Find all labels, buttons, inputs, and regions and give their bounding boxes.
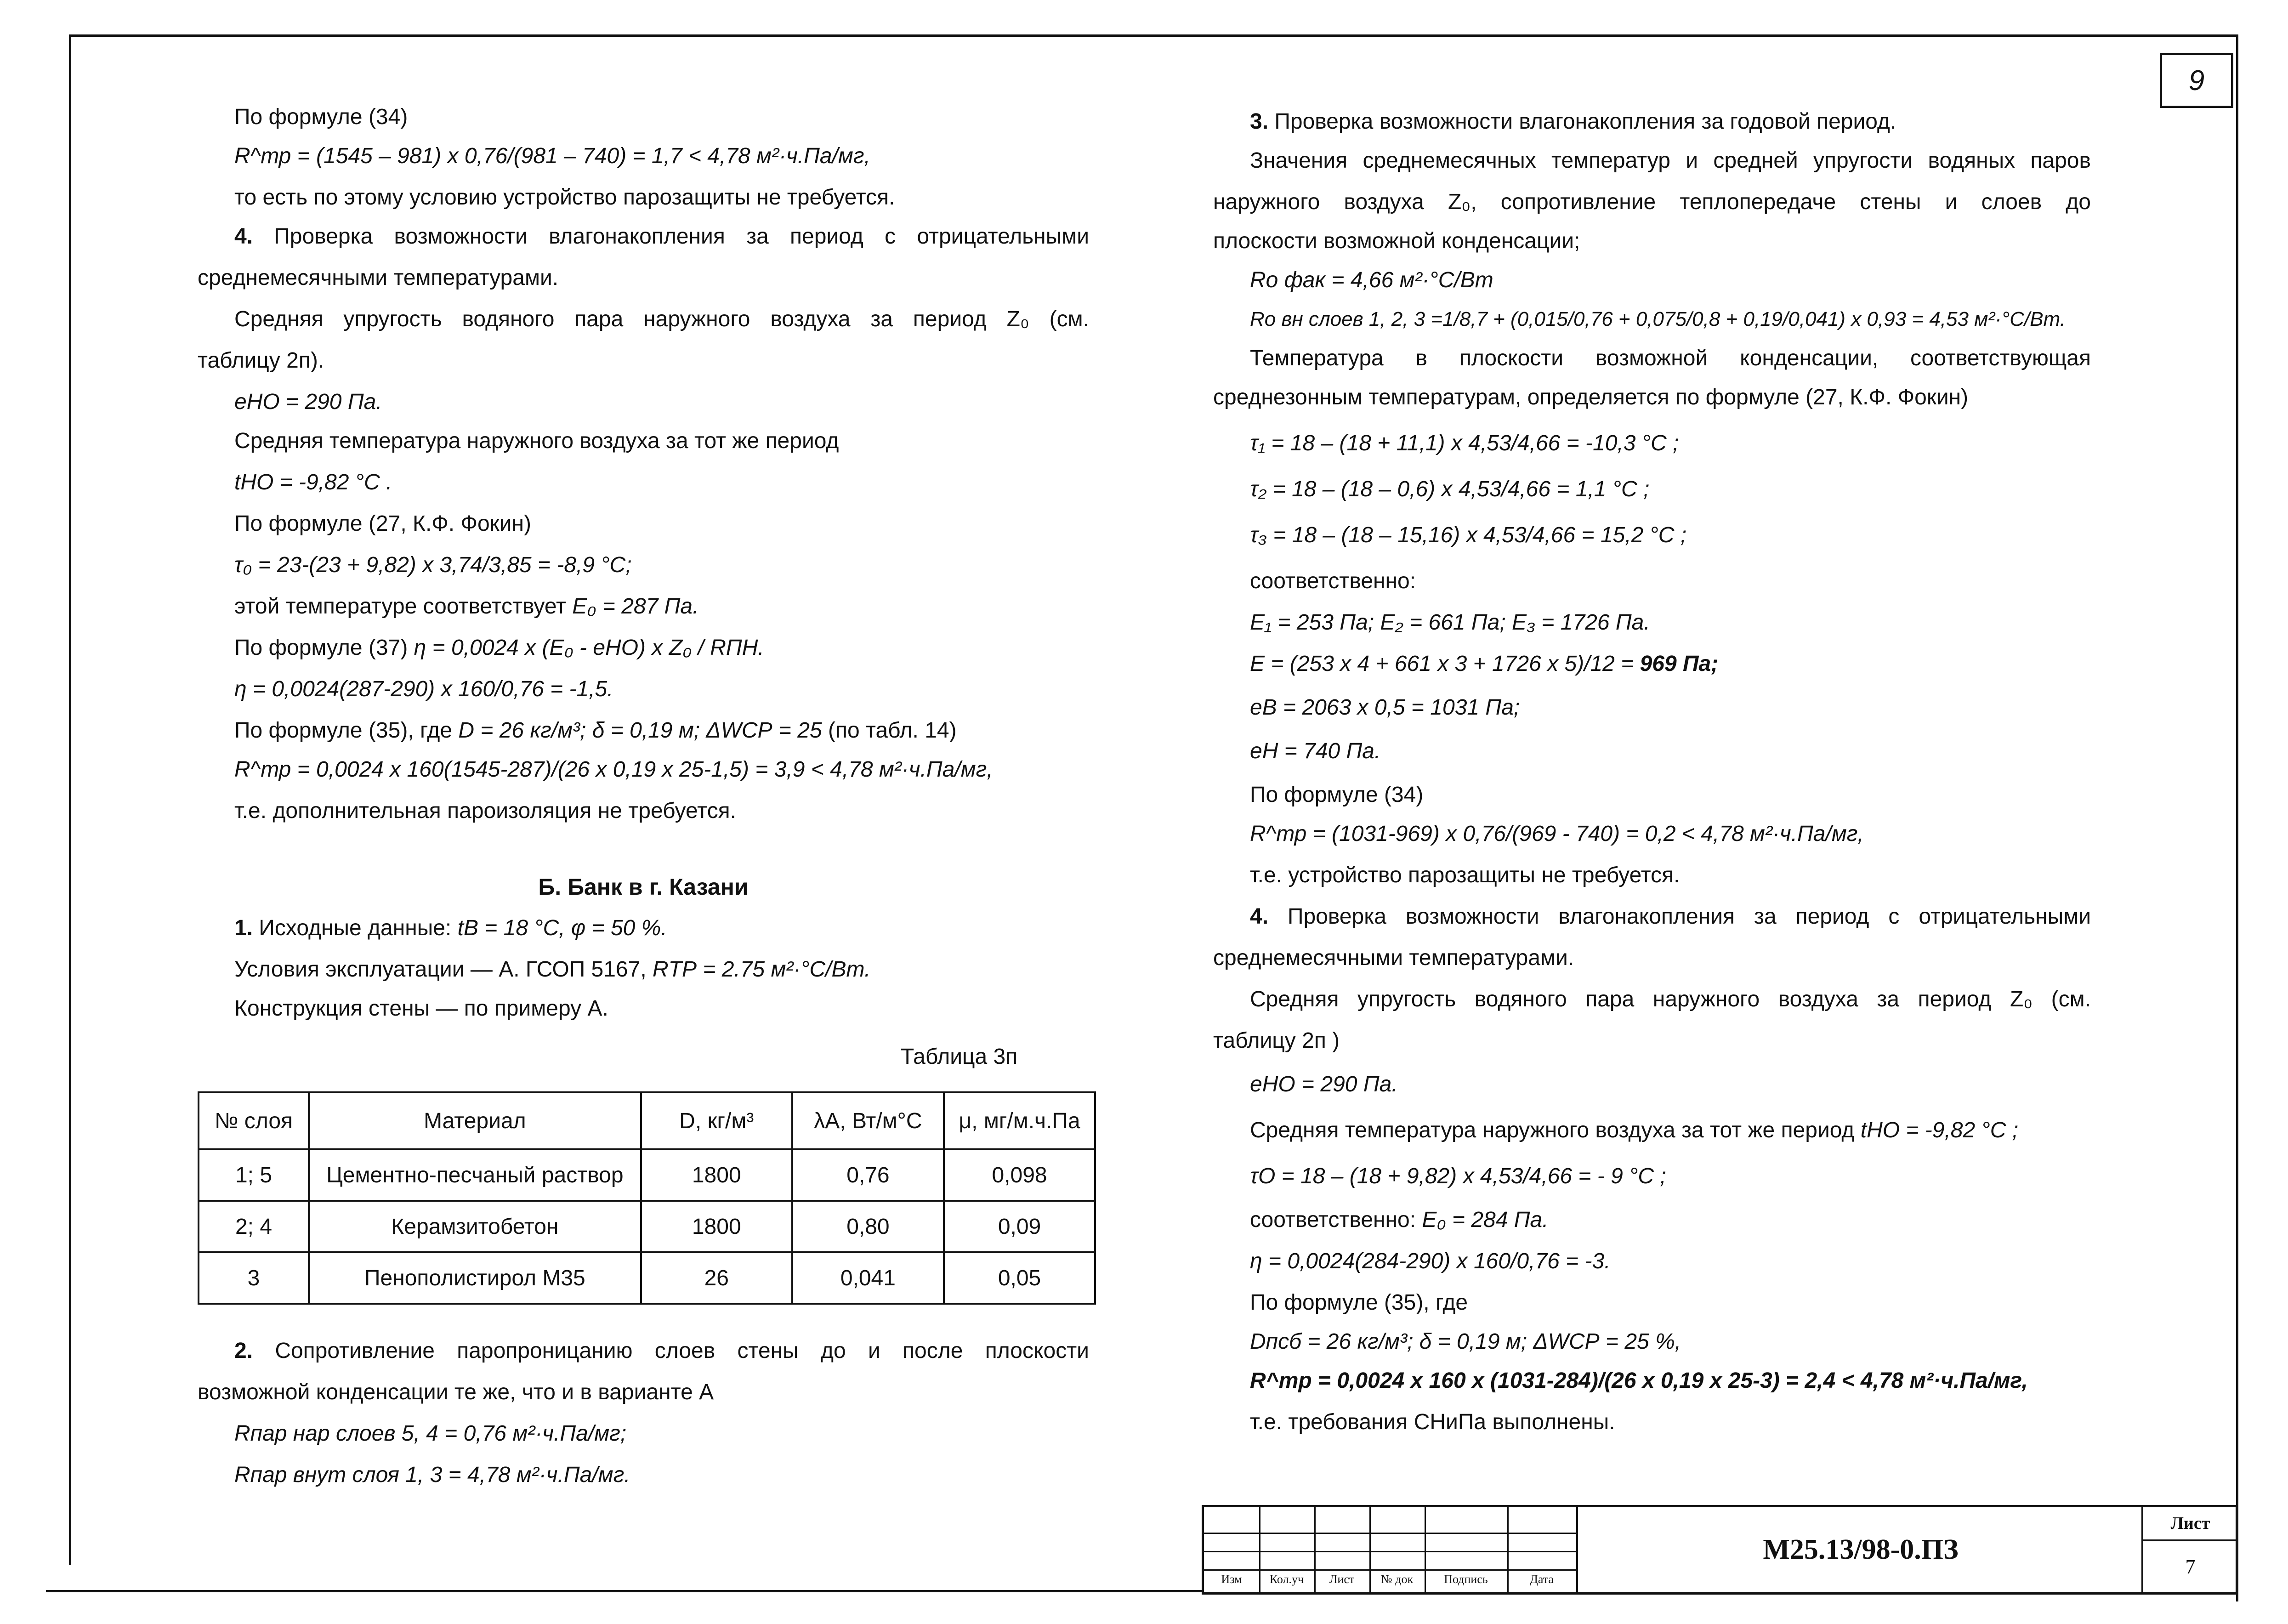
table-caption: Таблица 3п: [901, 1045, 1018, 1069]
stamp-column-label: № док: [1380, 1573, 1414, 1586]
table-cell: 0,09: [944, 1201, 1095, 1252]
stamp-column-label: Лист: [1329, 1573, 1355, 1586]
table-cell: 26: [641, 1252, 792, 1304]
text-line: [234, 956, 1089, 983]
formula-line: η = 0,0024(287-290) x 160/0,76 = -1,5.: [234, 677, 613, 701]
formula-span: RТР = 2.75 м²·°С/Вт.: [652, 957, 871, 982]
text-line: По формуле (34): [1250, 783, 1424, 807]
text-line: [234, 1337, 1089, 1365]
formula-line: eВ = 2063 x 0,5 = 1031 Па;: [1250, 695, 1520, 720]
revision-grid: [1204, 1507, 1576, 1592]
formula-span: tНО = -9,82 °С ;: [1860, 1118, 2019, 1142]
text-span: соответственно:: [1250, 1208, 1422, 1232]
formula-line: τ₀ = 23-(23 + 9,82) x 3,74/3,85 = -8,9 °С;: [234, 553, 632, 577]
text-line: среднезонным температурам, определяется по формуле (27, К.Ф. Фокин): [1213, 385, 1969, 409]
text-line: т.е. дополнительная пароизоляция не требуется.: [234, 799, 736, 823]
text-line: [1250, 903, 2091, 931]
frame-right-border: [2236, 34, 2238, 1601]
formula-line: R^тр = 0,0024 x 160 x (1031-284)/(26 x 0,19 x 25-3) = 2,4 < 4,78 м²·ч.Па/мг,: [1250, 1368, 2028, 1393]
formula-line: Rо фак = 4,66 м²·°С/Вт: [1250, 268, 1493, 292]
formula-span: E₀ = 287 Па.: [572, 594, 699, 619]
text-line: т.е. требования СНиПа выполнены.: [1250, 1410, 1615, 1434]
text-line: [234, 593, 1089, 620]
formula-line: R^тр = (1031-969) x 0,76/(969 - 740) = 0,2 < 4,78 м²·ч.Па/мг,: [1250, 822, 1864, 846]
stamp-column-label: Кол.уч: [1269, 1573, 1304, 1586]
text-span: Проверка возможности влагонакопления за период с отрицательными: [1268, 904, 2091, 929]
table-row: [199, 1201, 1095, 1252]
stamp-column-label: Дата: [1530, 1573, 1554, 1586]
section-title: Б. Банк в г. Казани: [538, 874, 749, 900]
table-header-cell: Материал: [309, 1092, 641, 1149]
document-code: М25.13/98-0.ПЗ: [1576, 1507, 2143, 1592]
formula-span: D = 26 кг/м³; δ = 0,19 м; ΔWСР = 25: [458, 718, 822, 743]
text-line: Средняя упругость водяного пара наружного воздуха за период Z₀ (см.: [1250, 987, 2091, 1011]
formula-span: η = 0,0024 x (E₀ - eНО) x Z₀ / RПН.: [414, 636, 764, 660]
text-span: Исходные данные:: [253, 916, 458, 940]
formula-span: 969 Па;: [1640, 652, 1719, 676]
table-cell: 0,80: [792, 1201, 944, 1252]
text-line: таблицу 2п ): [1213, 1028, 1340, 1053]
formula-line: R^тр = (1545 – 981) x 0,76/(981 – 740) = 1,7 < 4,78 м²·ч.Па/мг,: [234, 144, 870, 168]
formula-span: tВ = 18 °С, φ = 50 %.: [457, 916, 667, 940]
text-line: [234, 914, 1089, 942]
text-line: [1250, 1117, 2091, 1144]
text-line: Конструкция стены — по примеру А.: [234, 996, 608, 1021]
item-number: 4.: [1250, 904, 1269, 929]
formula-line: τ₁ = 18 – (18 + 11,1) x 4,53/4,66 = -10,3 °С ;: [1250, 431, 1679, 455]
table-cell: Цементно-песчаный раствор: [309, 1149, 641, 1201]
table-cell: 0,098: [944, 1149, 1095, 1201]
text-line: Значения среднемесячных температур и средней упругости водяных паров: [1250, 148, 2091, 173]
text-line: среднемесячными температурами.: [1213, 946, 1574, 970]
stamp-column-label: Изм: [1221, 1573, 1242, 1586]
table-cell: Пенополистирол М35: [309, 1252, 641, 1304]
text-span: Условия эксплуатации — А. ГСОП 5167,: [234, 957, 653, 982]
text-line: [234, 634, 1089, 662]
text-line: т.е. устройство парозащиты не требуется.: [1250, 863, 1680, 887]
formula-line: R^тр = 0,0024 x 160(1545-287)/(26 x 0,19 x 25-1,5) = 3,9 < 4,78 м²·ч.Па/мг,: [234, 757, 993, 782]
table-cell: 2; 4: [199, 1201, 309, 1252]
formula-line: eНО = 290 Па.: [1250, 1072, 1398, 1096]
text-line: наружного воздуха Z₀, сопротивление теплопередаче стены и слоев до: [1213, 190, 2091, 214]
text-line: [1250, 1206, 2091, 1234]
table-cell: Керамзитобетон: [309, 1201, 641, 1252]
item-number: 2.: [234, 1339, 253, 1363]
text-line: По формуле (27, К.Ф. Фокин): [234, 511, 531, 536]
text-line: По формуле (34): [234, 105, 408, 129]
formula-line: eНО = 290 Па.: [234, 390, 382, 414]
page-number-box: 9: [2160, 53, 2233, 108]
formula-line: τО = 18 – (18 + 9,82) x 4,53/4,66 = - 9 °С ;: [1250, 1164, 1666, 1188]
frame-top-border: [69, 34, 2238, 37]
table-header-cell: D, кг/м³: [641, 1092, 792, 1149]
formula-span: E₀ = 284 Па.: [1422, 1208, 1549, 1232]
formula-line: η = 0,0024(284-290) x 160/0,76 = -3.: [1250, 1249, 1611, 1273]
sheet-label: Лист: [2143, 1507, 2237, 1541]
formula-line: E₁ = 253 Па; E₂ = 661 Па; E₃ = 1726 Па.: [1250, 610, 1650, 635]
title-block: [1202, 1505, 2238, 1595]
text-span: Проверка возможности влагонакопления за период с отрицательными: [253, 224, 1089, 249]
item-number: 1.: [234, 916, 253, 940]
table-cell: 0,76: [792, 1149, 944, 1201]
text-span: Сопротивление паропроницанию слоев стены до и после плоскости: [253, 1339, 1089, 1363]
text-span: этой температуре соответствует: [234, 594, 573, 619]
table-header-row: [199, 1092, 1095, 1149]
table-cell: 1; 5: [199, 1149, 309, 1201]
text-span: По формуле (35), где: [234, 718, 459, 743]
table-cell: 1800: [641, 1149, 792, 1201]
text-line: [234, 223, 1089, 250]
table-row: [199, 1252, 1095, 1304]
sheet-box: [2141, 1507, 2237, 1592]
item-number: 4.: [234, 224, 253, 249]
table-cell: 0,041: [792, 1252, 944, 1304]
text-line: Температура в плоскости возможной конденсации, соответствующая: [1250, 346, 2091, 370]
text-span: По формуле (37): [234, 636, 414, 660]
item-number: 3.: [1250, 109, 1269, 134]
table-cell: 3: [199, 1252, 309, 1304]
formula-span: E = (253 x 4 + 661 x 3 + 1726 x 5)/12 =: [1250, 652, 1640, 676]
text-line: Средняя температура наружного воздуха за тот же период: [234, 429, 839, 453]
formula-line: τ₃ = 18 – (18 – 15,16) x 4,53/4,66 = 15,2 °С ;: [1250, 523, 1687, 547]
text-line: плоскости возможной конденсации;: [1213, 229, 1580, 253]
table-header-cell: № слоя: [199, 1092, 309, 1149]
stamp-column-label: Подпись: [1444, 1573, 1488, 1586]
text-line: возможной конденсации те же, что и в варианте А: [198, 1380, 714, 1404]
formula-line: Rпар внут слоя 1, 3 = 4,78 м²·ч.Па/мг.: [234, 1463, 630, 1487]
table-cell: 0,05: [944, 1252, 1095, 1304]
table-cell: 1800: [641, 1201, 792, 1252]
text-line: среднемесячными температурами.: [198, 266, 559, 290]
formula-line: Rпар нар слоев 5, 4 = 0,76 м²·ч.Па/мг;: [234, 1421, 627, 1446]
text-line: [234, 717, 1089, 744]
table-header-cell: λА, Вт/м°С: [792, 1092, 944, 1149]
text-span: Проверка возможности влагонакопления за годовой период.: [1268, 109, 1896, 134]
text-span: (по табл. 14): [822, 718, 957, 743]
sheet-number: 7: [2185, 1556, 2196, 1578]
text-line: [1250, 108, 2091, 136]
formula-line: tНО = -9,82 °С .: [234, 470, 392, 494]
frame-bottom-border: [46, 1590, 1204, 1592]
text-line: По формуле (35), где: [1250, 1290, 1468, 1315]
frame-left-border: [69, 34, 71, 1565]
formula-line: Dпсб = 26 кг/м³; δ = 0,19 м; ΔWСР = 25 %,: [1250, 1329, 1681, 1354]
text-line: то есть по этому условию устройство парозащиты не требуется.: [234, 185, 895, 210]
text-line: соответственно:: [1250, 569, 1416, 593]
formula-line: Rо вн слоев 1, 2, 3 =1/8,7 + (0,015/0,76 + 0,075/0,8 + 0,19/0,041) x 0,93 = 4,53 м²·°С/Вт.: [1250, 308, 2066, 330]
text-line: Средняя упругость водяного пара наружного воздуха за период Z₀ (см.: [234, 307, 1089, 331]
formula-line: eН = 740 Па.: [1250, 739, 1381, 763]
layers-table: [198, 1091, 1096, 1305]
formula-line: τ₂ = 18 – (18 – 0,6) x 4,53/4,66 = 1,1 °С ;: [1250, 477, 1650, 501]
text-span: Средняя температура наружного воздуха за тот же период: [1250, 1118, 1861, 1142]
table-row: [199, 1149, 1095, 1201]
formula-line: [1250, 650, 2091, 678]
text-line: таблицу 2п).: [198, 348, 324, 373]
table-header-cell: μ, мг/м.ч.Па: [944, 1092, 1095, 1149]
